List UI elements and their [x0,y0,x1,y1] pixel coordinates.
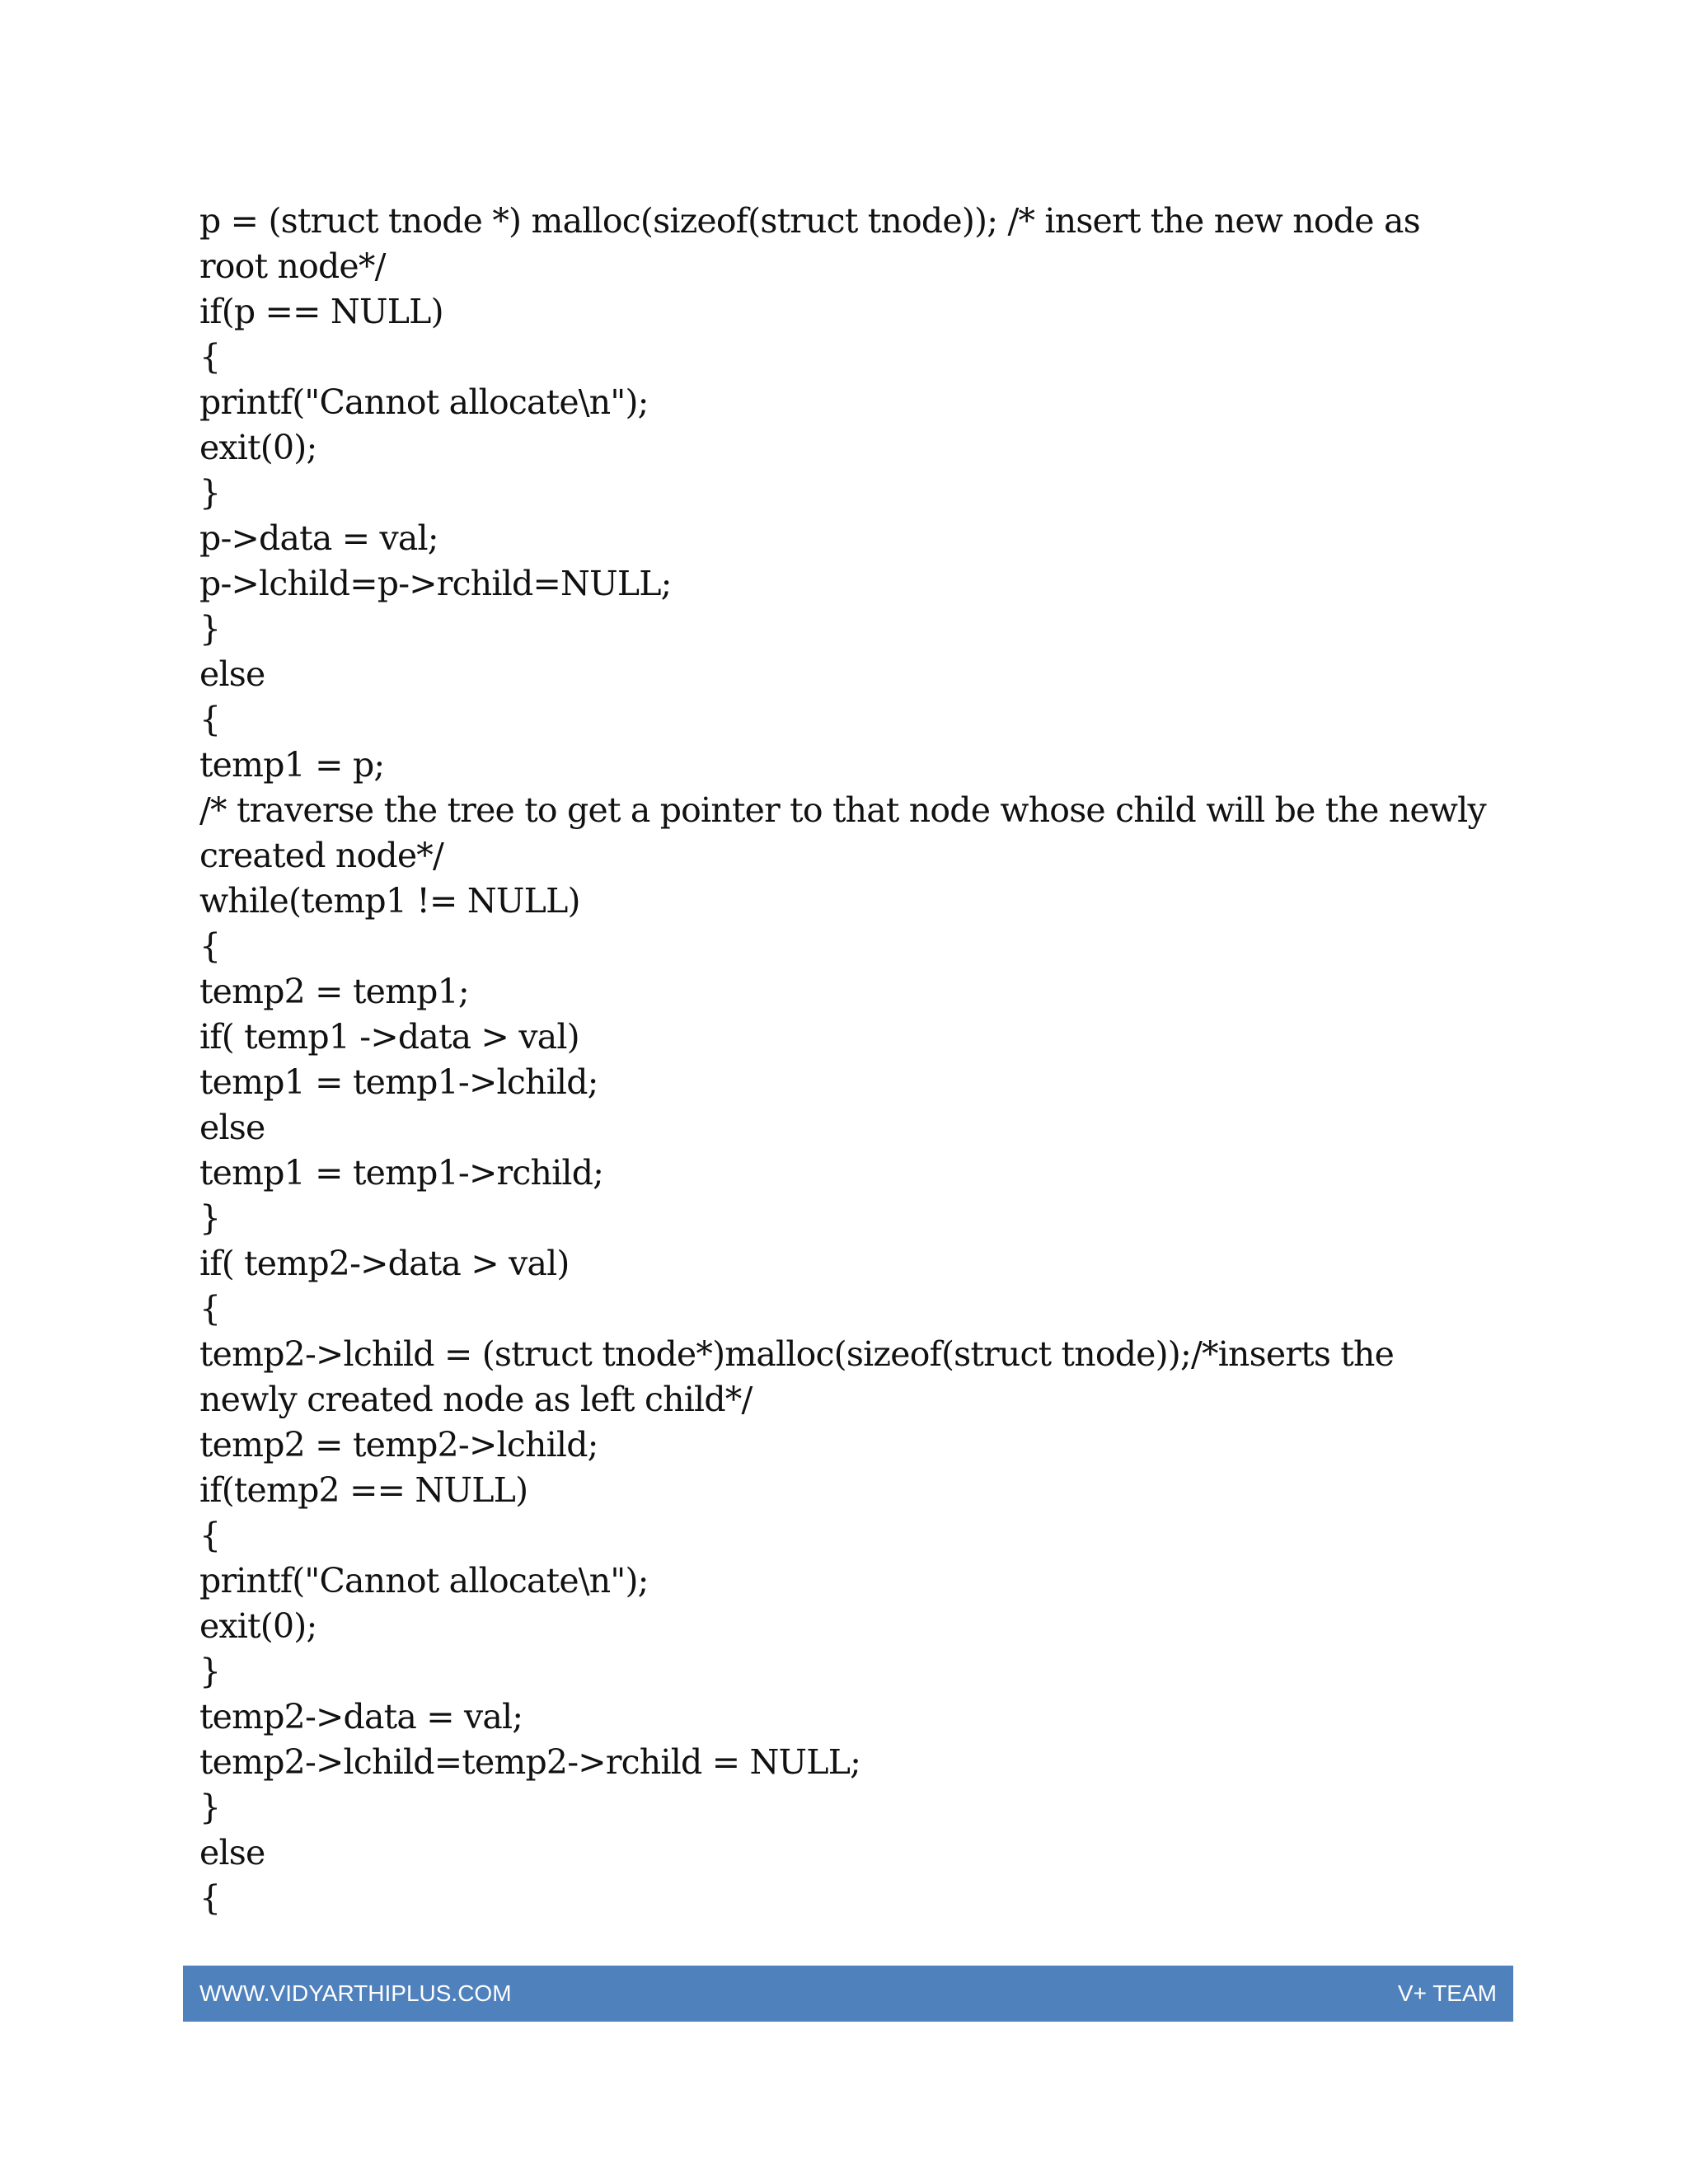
code-line: /* traverse the tree to get a pointer to that node whose child will be the newly [199,790,1486,830]
code-line: if(p == NULL) [199,292,443,331]
code-line: { [199,1516,221,1555]
code-line: else [199,1833,265,1872]
code-line: if(temp2 == NULL) [199,1470,528,1510]
code-line: temp2->lchild=temp2->rchild = NULL; [199,1742,861,1782]
code-line: { [199,1878,221,1918]
code-line: temp1 = temp1->lchild; [199,1062,598,1102]
code-line: temp2->data = val; [199,1697,523,1736]
code-line: } [199,1788,221,1827]
code-line: temp2 = temp2->lchild; [199,1425,598,1465]
code-line: else [199,1108,265,1147]
code-line: { [199,926,221,966]
footer-bar [183,1966,1513,2022]
code-line: printf("Cannot allocate\n"); [199,382,649,422]
code-line: { [199,700,221,739]
code-line: temp1 = temp1->rchild; [199,1153,604,1193]
code-line: p = (struct tnode *) malloc(sizeof(struct tnode)); /* insert the new node as [199,201,1420,241]
code-line: } [199,1652,221,1691]
code-line: } [199,1198,221,1238]
code-line: p->lchild=p->rchild=NULL; [199,564,672,603]
code-block [199,199,1493,1921]
code-line: temp1 = p; [199,745,385,785]
code-line: if( temp1 ->data > val) [199,1017,579,1057]
code-line: } [199,609,221,649]
code-line: } [199,473,221,513]
code-line: while(temp1 != NULL) [199,881,580,921]
code-line: if( temp2->data > val) [199,1244,570,1283]
code-line: else [199,654,265,694]
code-line: newly created node as left child*/ [199,1380,753,1419]
code-line: temp2->lchild = (struct tnode*)malloc(sizeof(struct tnode));/*inserts the [199,1334,1395,1374]
code-line: exit(0); [199,428,317,467]
code-line: created node*/ [199,836,443,875]
code-line: p->data = val; [199,518,438,558]
code-line: root node*/ [199,246,386,286]
code-line: temp2 = temp1; [199,972,469,1011]
code-line: exit(0); [199,1606,317,1646]
code-line: { [199,337,221,377]
footer-website-text: WWW.VIDYARTHIPLUS.COM [199,1980,512,2006]
footer-team-text: V+ TEAM [1397,1980,1497,2006]
code-line: printf("Cannot allocate\n"); [199,1561,649,1601]
code-line: { [199,1289,221,1329]
